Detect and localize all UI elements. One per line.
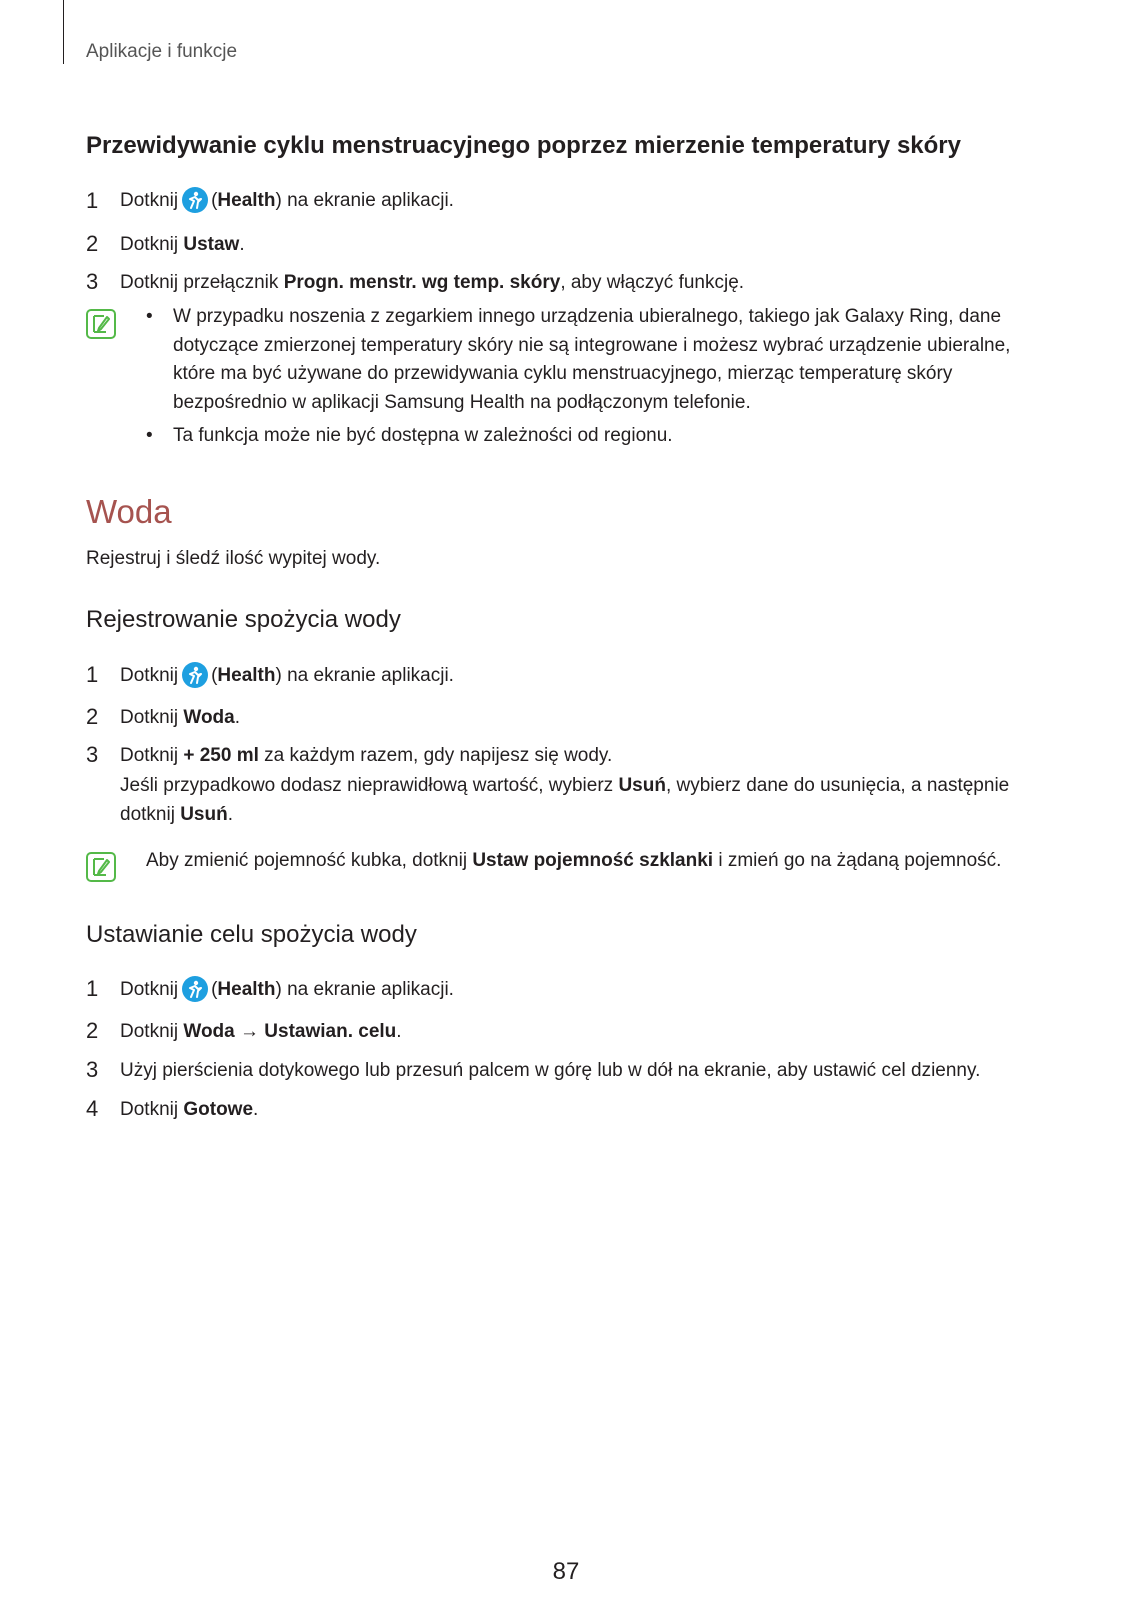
note-bullet-text: Ta funkcja może nie być dostępna w zależności od regionu. — [173, 425, 673, 446]
note-text: Aby zmienić pojemność kubka, dotknij Ustaw pojemność szklanki i zmień go na żądaną pojemność. — [146, 850, 1002, 871]
step-text: Dotknij Ustaw. — [120, 234, 245, 255]
step-text: Dotknij (Health) na ekranie aplikacji. — [120, 662, 454, 690]
section-title: Woda — [86, 493, 172, 530]
bullet: • — [146, 425, 153, 446]
goal-heading: Ustawianie celu spożycia wody — [86, 921, 417, 948]
step-number: 2 — [86, 231, 99, 256]
step-text: Dotknij (Health) na ekranie aplikacji. — [120, 976, 454, 1004]
section-header: Aplikacje i funkcje — [86, 41, 238, 62]
note-icon — [86, 852, 116, 882]
step-number: 1 — [86, 976, 99, 1001]
step-text: Dotknij Woda. — [120, 707, 241, 728]
step-number: 3 — [86, 269, 99, 294]
bullet: • — [146, 306, 153, 327]
header-rule — [63, 0, 64, 64]
step-text: Dotknij przełącznik Progn. menstr. wg temp. skóry, aby włączyć funkcję. — [120, 272, 745, 293]
skin-temp-heading: Przewidywanie cyklu menstruacyjnego poprzez mierzenie temperatury skóry — [86, 132, 961, 159]
step-number: 3 — [86, 1057, 99, 1082]
step-number: 4 — [86, 1096, 99, 1121]
note-icon — [86, 309, 116, 339]
step-text: Dotknij + 250 ml za każdym razem, gdy napijesz się wody. — [120, 745, 613, 766]
step-text: Dotknij Gotowe. — [120, 1099, 259, 1120]
health-app-icon — [182, 662, 208, 688]
step-number: 1 — [86, 188, 99, 213]
health-app-icon — [182, 187, 208, 213]
step-text: Dotknij (Health) na ekranie aplikacji. — [120, 187, 454, 215]
page-number: 87 — [552, 1558, 580, 1585]
health-app-icon — [182, 976, 208, 1002]
step-number: 2 — [86, 704, 99, 729]
step-number: 2 — [86, 1018, 99, 1043]
step-number: 1 — [86, 662, 99, 687]
log-water-heading: Rejestrowanie spożycia wody — [86, 606, 401, 633]
step-text: Użyj pierścienia dotykowego lub przesuń palcem w górę lub w dół na ekranie, aby ustawić cel dzienny. — [120, 1060, 981, 1081]
step-number: 3 — [86, 742, 99, 767]
note-bullet-text: W przypadku noszenia z zegarkiem innego urządzenia ubieralnego, takiego jak Galaxy Ring, dane dotyczące zmierzonej temperatury skóry nie są integrowane i możesz wybrać urządzenie ubieralne, które ma być używane do przewidywania cyklu menstruacyjnego, mierząc temperaturę skóry bezpośrednio w aplikacji Samsung Health na podłączonym telefonie. — [173, 306, 1011, 413]
step-extra-line: dotknij Usuń. — [120, 804, 233, 825]
section-intro: Rejestruj i śledź ilość wypitej wody. — [86, 548, 381, 569]
step-text: Dotknij Woda → Ustawian. celu. — [120, 1021, 402, 1042]
step-extra-line: Jeśli przypadkowo dodasz nieprawidłową wartość, wybierz Usuń, wybierz dane do usunięcia, a następnie — [120, 775, 1010, 796]
